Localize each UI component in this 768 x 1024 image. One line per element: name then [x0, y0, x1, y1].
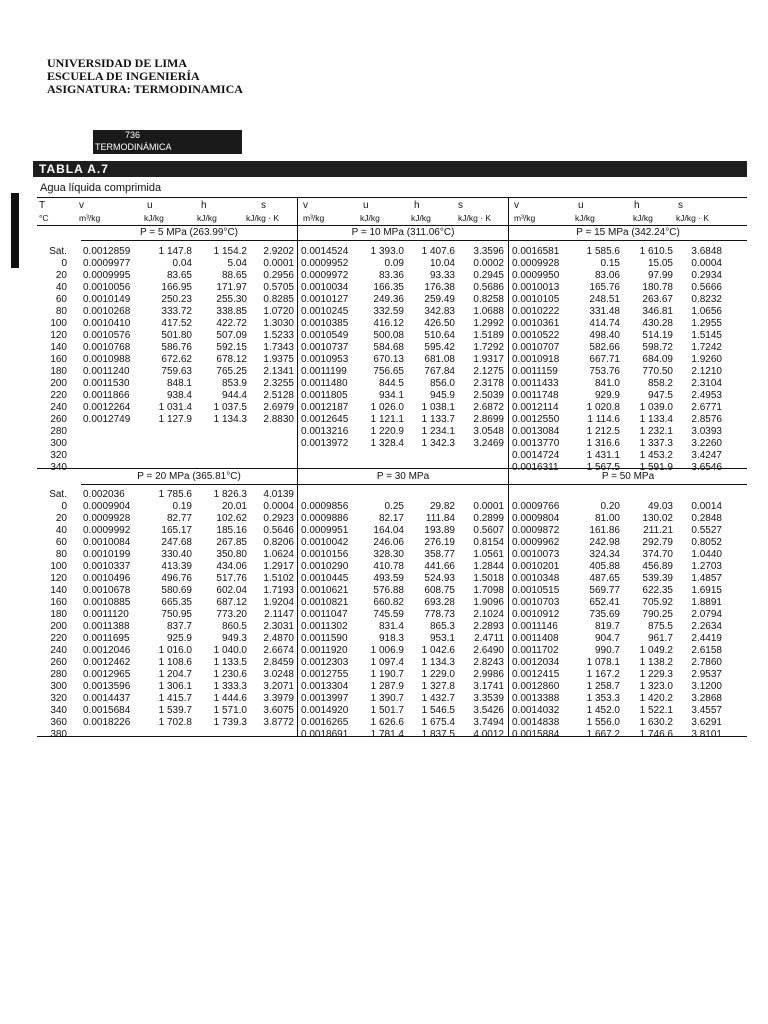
s-column-15mpa: 3.6848 0.0004 0.2934 0.5666 0.8232 1.0656 1.2955 1.5145 1.7242 1.9260 2.1210 2.3104 2.4953 2.6771 2.8576 3.0393 3.2260 3.4247 3.6546: [691, 246, 722, 473]
u-column-10mpa: 1 393.0 0.09 83.36 166.35 249.36 332.59 416.12 500.08 584.68 670.13 756.65 844.5 934.1 1 026.0 1 121.1 1 220.9 1 328.4: [370, 246, 404, 449]
rule: [508, 197, 509, 737]
col-header-u-3: u: [578, 200, 584, 211]
document-header: [47, 57, 243, 96]
pressure-label-10mpa: P = 10 MPa (311.06°C): [351, 227, 455, 238]
u-column-20mpa: 1 785.6 0.19 82.77 165.17 247.68 330.40 413.39 496.76 580.69 665.35 750.95 837.7 925.9 1 016.0 1 108.6 1 204.7 1 306.1 1 415.7 1 539.7 1 702.8: [158, 489, 192, 728]
col-header-h-2: h: [414, 200, 420, 211]
col-header-u-1: u: [147, 200, 153, 211]
pressure-label-30mpa: P = 30 MPa: [376, 471, 430, 482]
pressure-label-15mpa: P = 15 MPa (342.24°C): [576, 227, 680, 238]
v-column-5mpa: 0.0012859 0.0009977 0.0009995 0.0010056 0.0010149 0.0010268 0.0010410 0.0010576 0.0010768 0.0010988 0.0011240 0.0011530 0.0011866 0.0012264 0.0012749: [83, 246, 131, 425]
h-column-30mpa: 29.82 111.84 193.89 276.19 358.77 441.66 524.93 608.75 693.28 778.73 865.3 953.1 1 042.6 1 134.3 1 229.0 1 327.8 1 432.7 1 546.5 1 675.4 1 837.5: [421, 501, 455, 740]
col-unit-s-1: kJ/kg · K: [246, 213, 280, 223]
v-column-10mpa: 0.0014524 0.0009952 0.0009972 0.0010034 0.0010127 0.0010245 0.0010385 0.0010549 0.0010737 0.0010953 0.0011199 0.0011480 0.0011805 0.0012187 0.0012645 0.0013216 0.0013972: [301, 246, 349, 449]
col-header-s-3: s: [678, 200, 683, 211]
h-column-50mpa: 49.03 130.02 211.21 292.79 374.70 456.89 539.39 622.35 705.92 790.25 875.5 961.7 1 049.2 1 138.2 1 229.3 1 323.0 1 420.2 1 522.1 1 630.2 1 746.6: [639, 501, 673, 740]
university-name: UNIVERSIDAD DE LIMA: [47, 56, 188, 70]
v-column-30mpa: 0.0009856 0.0009886 0.0009951 0.0010042 0.0010156 0.0010290 0.0010445 0.0010621 0.0010821 0.0011047 0.0011302 0.0011590 0.0011920 0.0012303 0.0012755 0.0013304 0.0013997 0.0014920 0.0016265 0.0018691: [301, 501, 349, 740]
scan-edge-mark: [11, 193, 19, 268]
h-column-15mpa: 1 610.5 15.05 97.99 180.78 263.67 346.81 430.28 514.19 598.72 684.09 770.50 858.2 947.5 1 039.0 1 133.4 1 232.1 1 337.3 1 453.2 1 591.9: [639, 246, 673, 473]
pressure-label-5mpa: P = 5 MPa (263.99°C): [139, 227, 239, 238]
page-header-bar: [93, 130, 242, 154]
school-name: ESCUELA DE INGENIERÍA: [47, 69, 200, 83]
pressure-label-50mpa: P = 50 MPa: [601, 471, 655, 482]
rule: [37, 225, 747, 226]
rule: [81, 240, 747, 241]
col-header-v-2: v: [303, 200, 308, 211]
h-column-10mpa: 1 407.6 10.04 93.33 176.38 259.49 342.83 426.50 510.64 595.42 681.08 767.84 856.0 945.9 1 038.1 1 133.7 1 234.1 1 342.3: [421, 246, 455, 449]
compressed-water-table: [37, 197, 747, 740]
h-column-20mpa: 1 826.3 20.01 102.62 185.16 267.85 350.80 434.06 517.76 602.04 687.12 773.20 860.5 949.3 1 040.0 1 133.5 1 230.6 1 333.3 1 444.6 1 571.0 1 739.3: [213, 489, 247, 728]
course-name: ASIGNATURA: TERMODINAMICA: [47, 82, 243, 96]
col-header-h-1: h: [201, 200, 207, 211]
u-column-15mpa: 1 585.6 0.15 83.06 165.76 248.51 331.48 414.74 498.40 582.66 667.71 753.76 841.0 929.9 1 020.8 1 114.6 1 212.5 1 316.6 1 431.1 1 567.5: [586, 246, 620, 473]
s-column-20mpa: 4.0139 0.0004 0.2923 0.5646 0.8206 1.0624 1.2917 1.5102 1.7193 1.9204 2.1147 2.3031 2.4870 2.6674 2.8459 3.0248 3.2071 3.3979 3.6075 3.8772: [263, 489, 294, 728]
rule: [37, 197, 747, 198]
u-column-30mpa: 0.25 82.17 164.04 246.06 328.30 410.78 493.59 576.88 660.82 745.59 831.4 918.3 1 006.9 1 097.4 1 190.7 1 287.9 1 390.7 1 501.7 1 626.6 1 781.4: [370, 501, 404, 740]
u-column-50mpa: 0.20 81.00 161.86 242.98 324.34 405.88 487.65 569.77 652.41 735.69 819.7 904.7 990.7 1 078.1 1 167.2 1 258.7 1 353.3 1 452.0 1 556.0 1 667.2: [586, 501, 620, 740]
col-unit-v-2: m³/kg: [303, 213, 325, 223]
col-header-u-2: u: [363, 200, 369, 211]
rule: [297, 197, 298, 737]
col-unit-h-2: kJ/kg: [411, 213, 431, 223]
col-unit-v-1: m³/kg: [79, 213, 101, 223]
col-header-v-1: v: [79, 200, 84, 211]
table-subtitle: Agua líquida comprimida: [40, 182, 162, 194]
col-unit-s-2: kJ/kg · K: [458, 213, 492, 223]
page-section-title: TERMODINÁMICA: [95, 142, 172, 152]
h-column-5mpa: 1 154.2 5.04 88.65 171.97 255.30 338.85 422.72 507.09 592.15 678.12 765.25 853.9 944.4 1 037.5 1 134.3: [213, 246, 247, 425]
col-unit-u-2: kJ/kg: [360, 213, 380, 223]
s-column-10mpa: 3.3596 0.0002 0.2945 0.5686 0.8258 1.0688 1.2992 1.5189 1.7292 1.9317 2.1275 2.3178 2.5039 2.6872 2.8699 3.0548 3.2469: [473, 246, 504, 449]
page-number: 736: [125, 130, 141, 140]
v-column-15mpa: 0.0016581 0.0009928 0.0009950 0.0010013 0.0010105 0.0010222 0.0010361 0.0010522 0.0010707 0.0010918 0.0011159 0.0011433 0.0011748 0.0012114 0.0012550 0.0013084 0.0013770 0.0014724 0.0016311: [512, 246, 560, 473]
col-header-h-3: h: [634, 200, 640, 211]
rule: [81, 484, 747, 485]
col-unit-h-1: kJ/kg: [197, 213, 217, 223]
table-title-bar: [33, 161, 747, 177]
u-column-5mpa: 1 147.8 0.04 83.65 166.95 250.23 333.72 417.52 501.80 586.76 672.62 759.63 848.1 938.4 1 031.4 1 127.9: [158, 246, 192, 425]
col-unit-t: °C: [39, 213, 49, 223]
col-unit-s-3: kJ/kg · K: [676, 213, 710, 223]
s-column-5mpa: 2.9202 0.0001 0.2956 0.5705 0.8285 1.0720 1.3030 1.5233 1.7343 1.9375 2.1341 2.3255 2.5128 2.6979 2.8830: [263, 246, 294, 425]
v-column-50mpa: 0.0009766 0.0009804 0.0009872 0.0009962 0.0010073 0.0010201 0.0010348 0.0010515 0.0010703 0.0010912 0.0011146 0.0011408 0.0011702 0.0012034 0.0012415 0.0012860 0.0013388 0.0014032 0.0014838 0.0015884: [512, 501, 560, 740]
temperature-column-bottom: Sat. 0 20 40 60 80 100 120 140 160 180 200 220 240 260 280 300 320 340 360 380: [49, 489, 67, 740]
temperature-column-top: Sat. 0 20 40 60 80 100 120 140 160 180 200 220 240 260 280 300 320 340: [49, 246, 67, 473]
table-title: TABLA A.7: [39, 162, 109, 176]
pressure-label-20mpa: P = 20 MPa (365.81°C): [137, 471, 241, 482]
s-column-50mpa: 0.0014 0.2848 0.5527 0.8052 1.0440 1.2703 1.4857 1.6915 1.8891 2.0794 2.2634 2.4419 2.6158 2.7860 2.9537 3.1200 3.2868 3.4557 3.6291 3.8101: [691, 501, 722, 740]
col-header-s-2: s: [458, 200, 463, 211]
col-header-t: T: [39, 200, 46, 211]
v-column-20mpa: 0.002036 0.0009904 0.0009928 0.0009992 0.0010084 0.0010199 0.0010337 0.0010496 0.0010678 0.0010885 0.0011120 0.0011388 0.0011695 0.0012046 0.0012462 0.0012965 0.0013596 0.0014437 0.0015684 0.0018226: [83, 489, 131, 728]
s-column-30mpa: 0.0001 0.2899 0.5607 0.8154 1.0561 1.2844 1.5018 1.7098 1.9096 2.1024 2.2893 2.4711 2.6490 2.8243 2.9986 3.1741 3.3539 3.5426 3.7494 4.0012: [473, 501, 504, 740]
col-unit-u-1: kJ/kg: [144, 213, 164, 223]
col-unit-u-3: kJ/kg: [575, 213, 595, 223]
col-header-v-3: v: [514, 200, 519, 211]
col-unit-h-3: kJ/kg: [633, 213, 653, 223]
col-unit-v-3: m³/kg: [514, 213, 536, 223]
col-header-s-1: s: [261, 200, 266, 211]
